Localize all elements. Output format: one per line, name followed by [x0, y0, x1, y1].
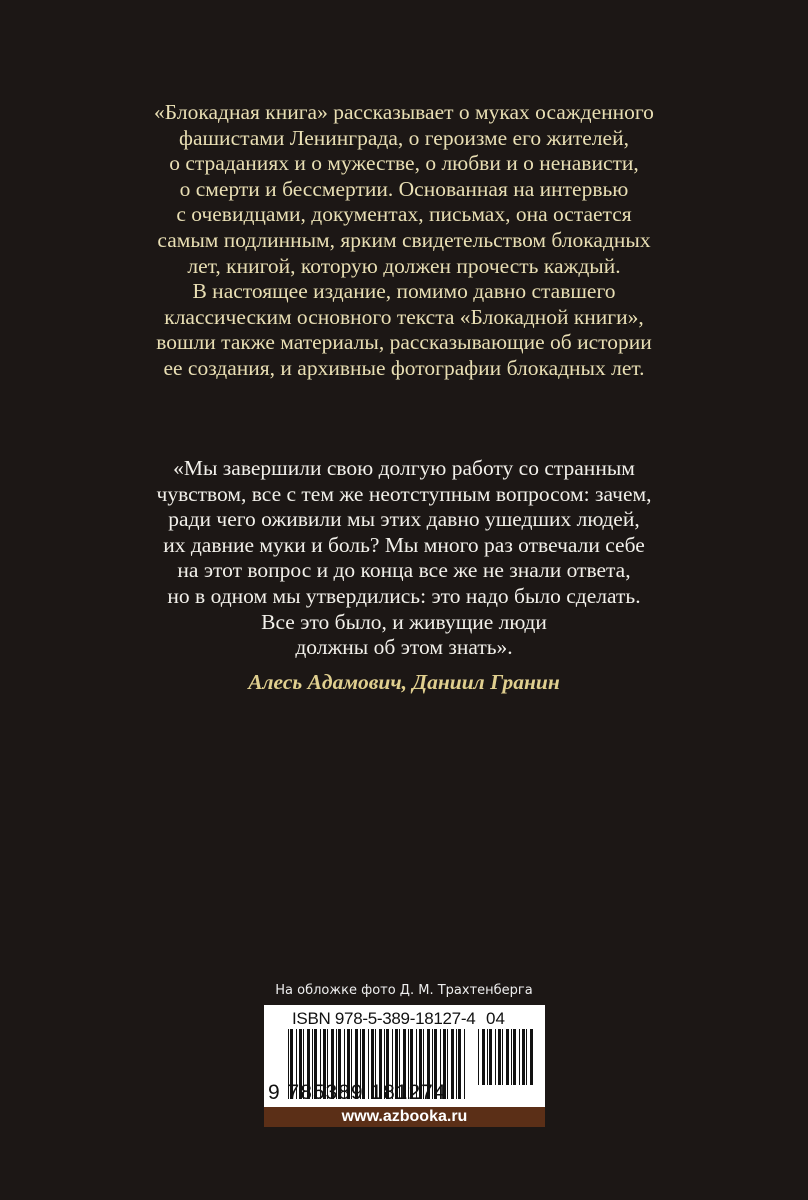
- blurb-line: о страданиях и о мужестве, о любви и о ненависти,: [169, 151, 639, 176]
- photo-credit: На обложке фото Д. М. Трахтенберга: [275, 983, 533, 998]
- barcode-bar: [487, 1029, 488, 1085]
- blurb-line: о смерти и бессмертии. Основанная на интервью: [179, 176, 629, 201]
- blurb-line: самым подлинным, ярким свидетельством блокадных: [157, 227, 651, 252]
- quote-line: их давние муки и боль? Мы много раз отвечали себе: [163, 532, 645, 557]
- blurb-line: вошли также материалы, рассказывающие об истории: [156, 330, 652, 355]
- quote-line: «Мы завершили свою долгую работу со странным: [173, 456, 635, 480]
- blurb-line: с очевидцами, документах, письмах, она остается: [176, 202, 632, 227]
- blurb-line: лет, книгой, которую должен прочесть каждый.: [187, 253, 621, 278]
- barcode-bar: [482, 1029, 485, 1085]
- quote-line: чувством, все с тем же неотступным вопросом: зачем,: [156, 481, 652, 506]
- quote-line: Все это было, и живущие люди: [261, 609, 547, 634]
- barcode-bar: [495, 1029, 496, 1085]
- barcode-bar: [522, 1029, 525, 1085]
- barcode-bar: [464, 1029, 465, 1099]
- quote-line: на этот вопрос и до конца все же не знали ответа,: [177, 558, 631, 583]
- blurb-line: классическим основного текста «Блокадной книги»,: [164, 304, 644, 329]
- isbn-barcode: [264, 1005, 545, 1127]
- barcode-bar: [506, 1029, 509, 1085]
- publisher-website: www.azbooka.ru: [264, 1107, 545, 1127]
- authors-quote: [0, 456, 808, 661]
- quote-line: должны об этом знать».: [295, 635, 513, 660]
- barcode-digits: 9 785389 181274: [268, 1081, 447, 1104]
- barcode-bar: [519, 1029, 520, 1085]
- barcode-bar: [498, 1029, 501, 1085]
- blurb-line: ее создания, и архивные фотографии блокадных лет.: [163, 355, 645, 380]
- barcode-bar: [502, 1029, 503, 1085]
- addon-code: 04: [486, 1009, 505, 1028]
- barcode-bar: [447, 1029, 448, 1099]
- book-blurb: [0, 100, 808, 382]
- barcode-bar: [456, 1029, 457, 1099]
- barcode-bar: [458, 1029, 461, 1099]
- barcode-bar: [530, 1029, 533, 1085]
- blurb-line: фашистами Ленинграда, о героизме его жителей,: [179, 125, 629, 150]
- barcode-bar: [489, 1029, 492, 1085]
- barcode-bar: [478, 1029, 479, 1085]
- quote-line: но в одном мы утвердились: это надо было сделать.: [167, 583, 641, 608]
- quote-line: ради чего оживили мы этих давно ушедших людей,: [168, 507, 640, 532]
- isbn-label: ISBN 978-5-389-18127-4: [292, 1009, 476, 1028]
- addon-bars: [478, 1029, 534, 1085]
- quote-author: Алесь Адамович, Даниил Гранин: [248, 670, 560, 694]
- blurb-line: В настоящее издание, помимо давно ставшего: [192, 279, 616, 304]
- barcode-bar: [526, 1029, 527, 1085]
- barcode-bar: [451, 1029, 454, 1099]
- barcode-bar: [513, 1029, 516, 1085]
- blurb-line: «Блокадная книга» рассказывает о муках осажденного: [154, 100, 654, 124]
- barcode-bar: [511, 1029, 512, 1085]
